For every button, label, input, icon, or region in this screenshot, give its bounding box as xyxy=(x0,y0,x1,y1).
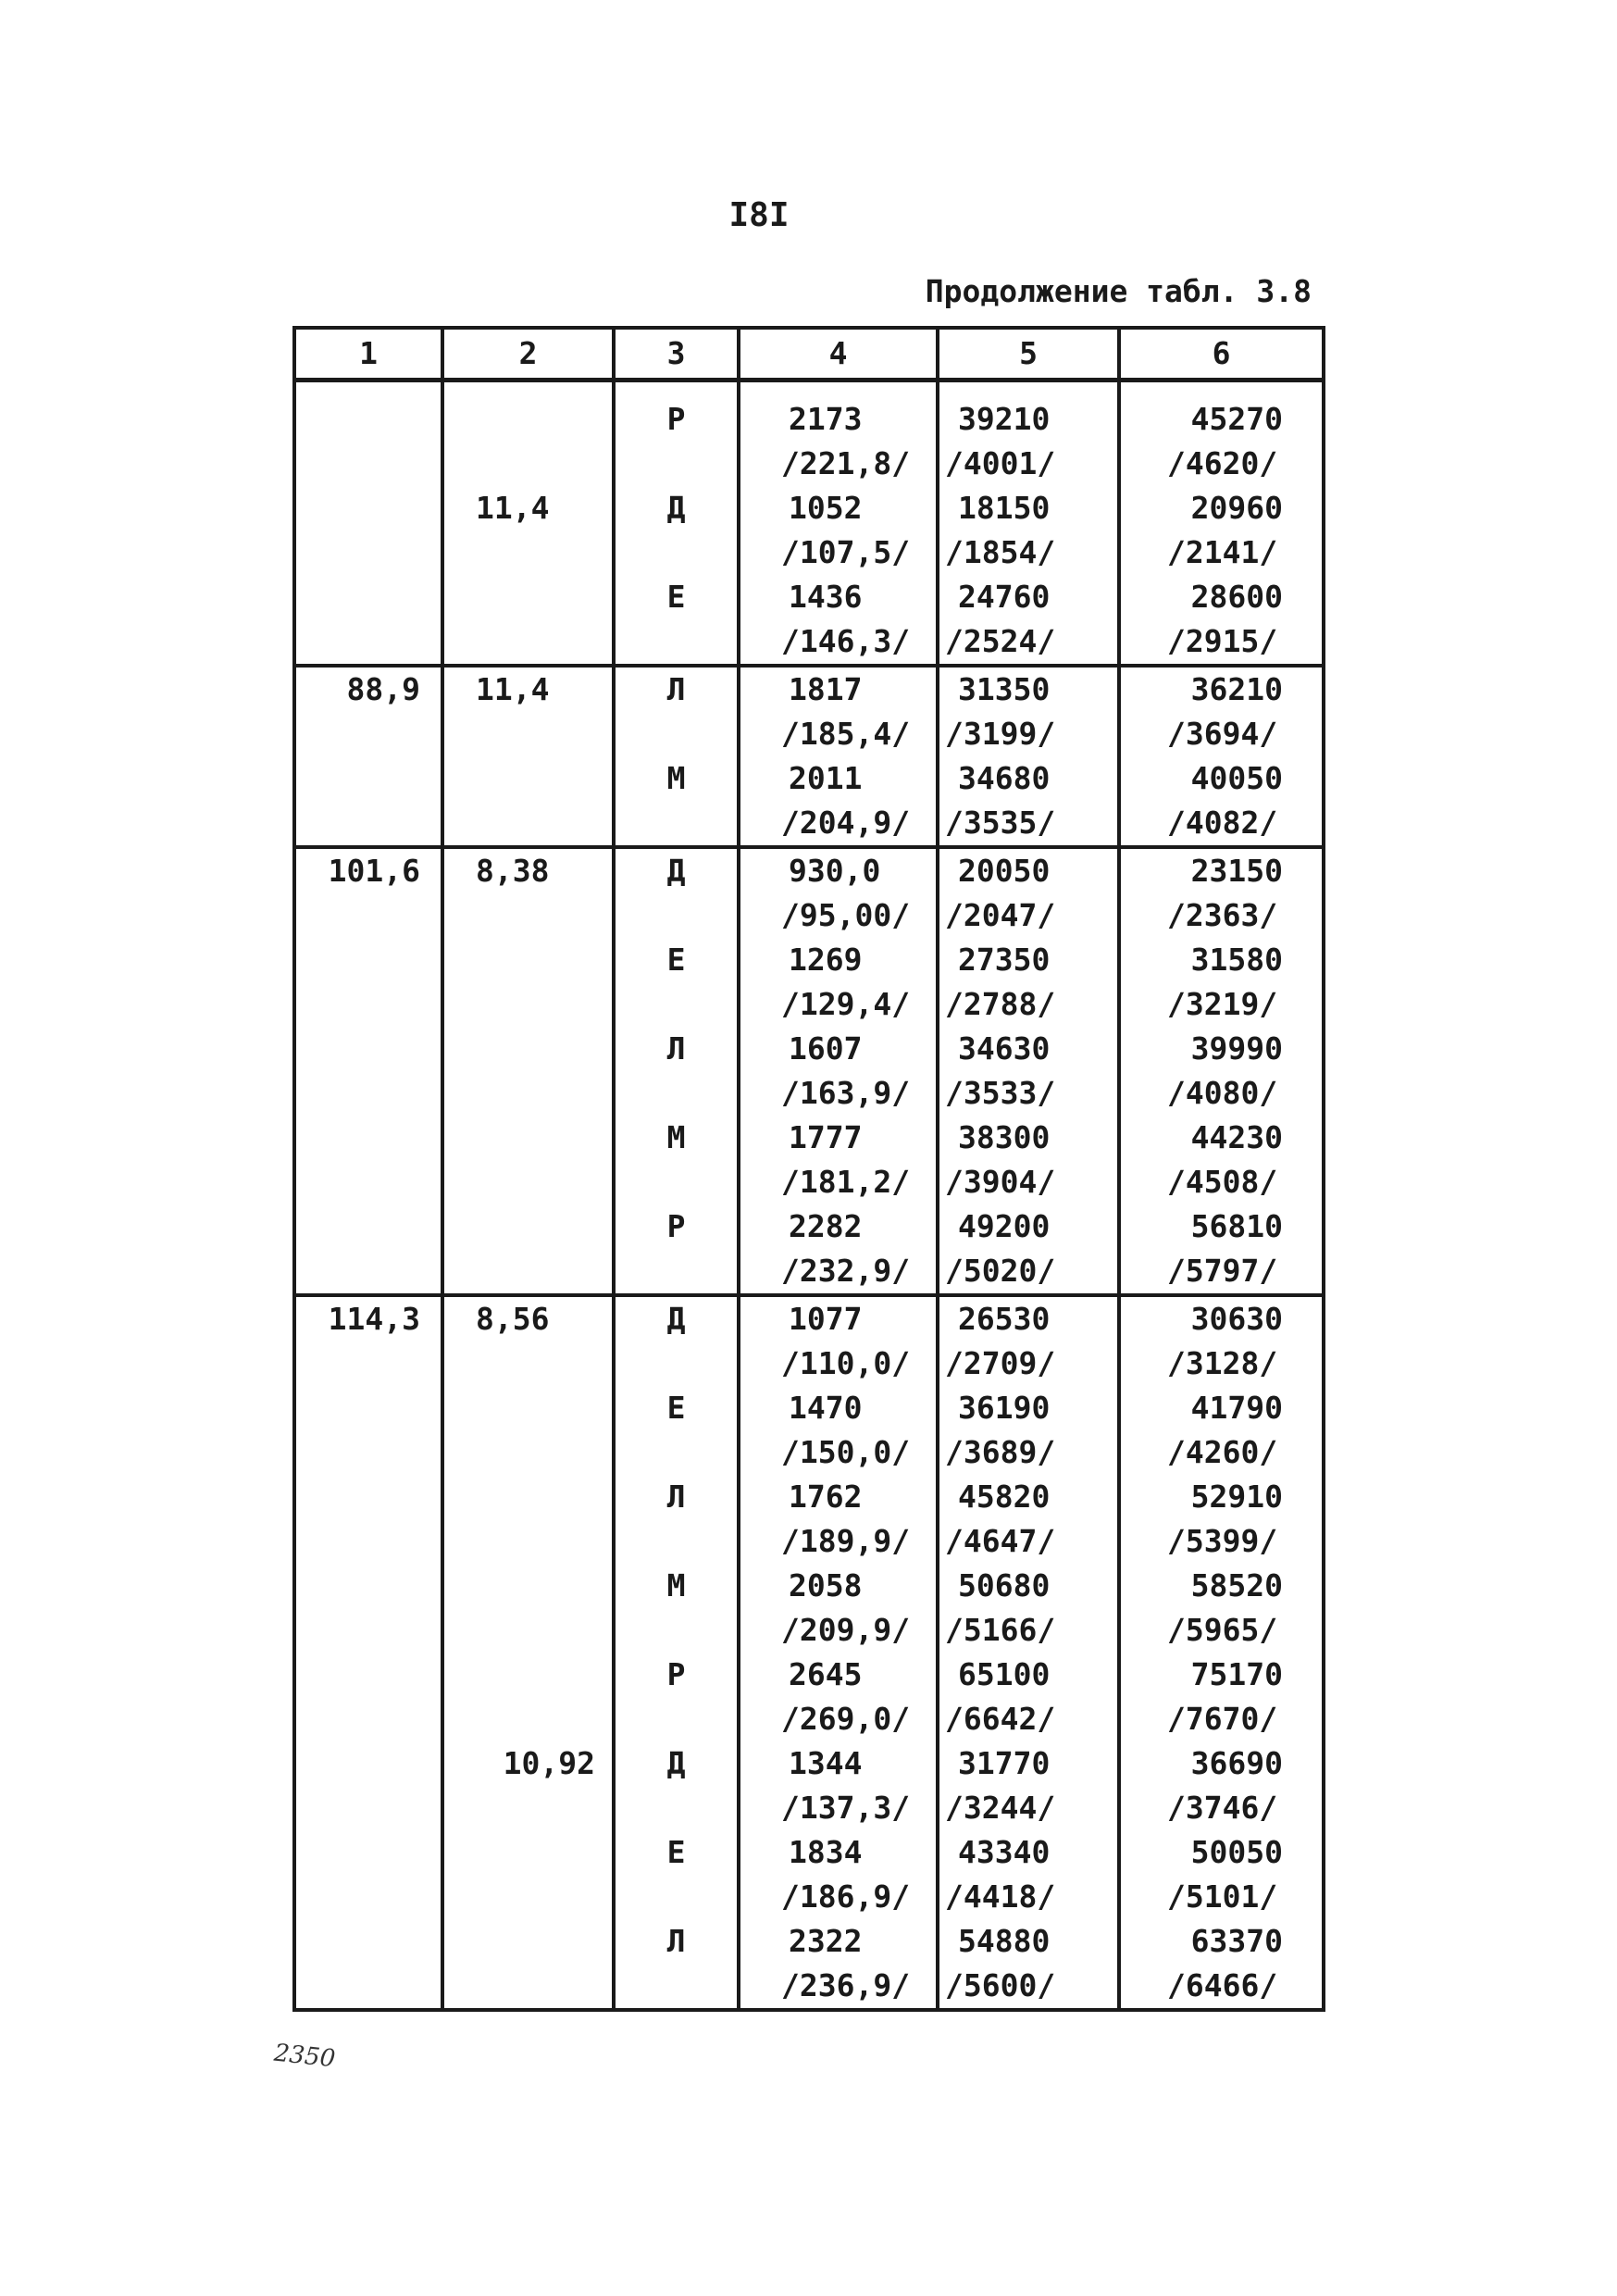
table-cell: /3689/ xyxy=(938,1430,1119,1475)
table-cell: /232,9/ xyxy=(739,1249,938,1295)
table-cell: 36190 xyxy=(938,1386,1119,1430)
table-row xyxy=(294,1295,1324,1341)
table-cell xyxy=(294,1741,442,1786)
table-cell: /2709/ xyxy=(938,1341,1119,1386)
table-cell: 54880 xyxy=(938,1919,1119,1964)
table-cell: 11,4 xyxy=(442,666,614,712)
table-cell xyxy=(442,893,614,938)
table-cell xyxy=(614,1786,739,1830)
table-cell: 49200 xyxy=(938,1204,1119,1249)
table-cell: Д xyxy=(614,847,739,893)
table-cell: М xyxy=(614,1116,739,1160)
table-cell: /3199/ xyxy=(938,712,1119,756)
table-cell: 28600 xyxy=(1119,575,1324,619)
spacer-row xyxy=(294,381,1324,398)
table-cell: /4082/ xyxy=(1119,801,1324,847)
table-cell xyxy=(294,1386,442,1430)
table-cell: М xyxy=(614,1564,739,1608)
table-cell: Р xyxy=(614,1204,739,1249)
table-cell: 1436 xyxy=(739,575,938,619)
table-row xyxy=(294,847,1324,893)
table-row xyxy=(294,1741,1324,1786)
table-cell xyxy=(442,442,614,486)
table-cell: /4647/ xyxy=(938,1519,1119,1564)
table-row xyxy=(294,666,1324,712)
table-cell xyxy=(294,1786,442,1830)
table-cell: /110,0/ xyxy=(739,1341,938,1386)
table-cell: 20960 xyxy=(1119,486,1324,530)
table-cell xyxy=(614,442,739,486)
table-row xyxy=(294,486,1324,530)
table-row xyxy=(294,1964,1324,2010)
table-cell: /186,9/ xyxy=(739,1875,938,1919)
table-cell: /6466/ xyxy=(1119,1964,1324,2010)
table-cell: Д xyxy=(614,486,739,530)
table-cell xyxy=(614,1071,739,1116)
table-cell: 43340 xyxy=(938,1830,1119,1875)
table-cell xyxy=(442,1875,614,1919)
table-cell xyxy=(294,1608,442,1653)
table-cell: Д xyxy=(614,1741,739,1786)
table-cell: 1052 xyxy=(739,486,938,530)
table-cell xyxy=(294,801,442,847)
table-cell: /5797/ xyxy=(1119,1249,1324,1295)
table-cell: 1344 xyxy=(739,1741,938,1786)
table-cell: 8,38 xyxy=(442,847,614,893)
table-cell: /269,0/ xyxy=(739,1697,938,1741)
table-cell xyxy=(294,575,442,619)
table-cell: /5399/ xyxy=(1119,1519,1324,1564)
table-cell xyxy=(614,1160,739,1204)
table-cell xyxy=(442,1027,614,1071)
table-cell: 31350 xyxy=(938,666,1119,712)
table-cell xyxy=(294,1116,442,1160)
table-cell: /181,2/ xyxy=(739,1160,938,1204)
table-cell: 63370 xyxy=(1119,1919,1324,1964)
table-cell: 1817 xyxy=(739,666,938,712)
table-row xyxy=(294,530,1324,575)
table-caption: Продолжение табл. 3.8 xyxy=(925,273,1312,309)
table-cell xyxy=(442,1697,614,1741)
table-cell xyxy=(294,486,442,530)
table-cell xyxy=(294,1697,442,1741)
table-cell: /137,3/ xyxy=(739,1786,938,1830)
table-cell: /2915/ xyxy=(1119,619,1324,666)
column-header: 4 xyxy=(739,328,938,381)
table-cell: /150,0/ xyxy=(739,1430,938,1475)
table-cell: /1854/ xyxy=(938,530,1119,575)
table-cell xyxy=(442,575,614,619)
table-cell: /236,9/ xyxy=(739,1964,938,2010)
table-cell xyxy=(294,1919,442,1964)
table-cell xyxy=(442,1430,614,1475)
table-cell: /95,00/ xyxy=(739,893,938,938)
table-cell: Л xyxy=(614,666,739,712)
table-cell: /2047/ xyxy=(938,893,1119,938)
table-row xyxy=(294,1697,1324,1741)
table-cell: 34630 xyxy=(938,1027,1119,1071)
table-cell xyxy=(442,1071,614,1116)
table-row xyxy=(294,1071,1324,1116)
table-row xyxy=(294,1341,1324,1386)
table-cell xyxy=(294,1875,442,1919)
column-header: 3 xyxy=(614,328,739,381)
table-cell xyxy=(442,619,614,666)
table-cell: 41790 xyxy=(1119,1386,1324,1430)
table-cell: Е xyxy=(614,938,739,982)
table-cell: /129,4/ xyxy=(739,982,938,1027)
table-cell: 36690 xyxy=(1119,1741,1324,1786)
table-row xyxy=(294,712,1324,756)
table-row xyxy=(294,938,1324,982)
table-cell xyxy=(294,1249,442,1295)
table-cell xyxy=(442,982,614,1027)
table-cell xyxy=(442,1386,614,1430)
table-cell: 58520 xyxy=(1119,1564,1324,1608)
table-cell: 1269 xyxy=(739,938,938,982)
table-cell xyxy=(614,1608,739,1653)
table-cell xyxy=(294,756,442,801)
table-cell xyxy=(614,1964,739,2010)
table-cell xyxy=(442,1564,614,1608)
table-cell: 88,9 xyxy=(294,666,442,712)
table-body xyxy=(294,381,1324,2011)
column-header: 5 xyxy=(938,328,1119,381)
table-row xyxy=(294,1386,1324,1430)
table-cell xyxy=(442,1786,614,1830)
table-cell: /189,9/ xyxy=(739,1519,938,1564)
table-row xyxy=(294,801,1324,847)
table-cell: /209,9/ xyxy=(739,1608,938,1653)
table-cell: /3904/ xyxy=(938,1160,1119,1204)
table-cell: Л xyxy=(614,1475,739,1519)
table-cell: 2322 xyxy=(739,1919,938,1964)
table-row xyxy=(294,442,1324,486)
table-cell xyxy=(294,1341,442,1386)
spacer-cell xyxy=(614,381,739,398)
table-cell xyxy=(614,893,739,938)
header-row xyxy=(294,328,1324,381)
table-row xyxy=(294,397,1324,442)
table-cell: 40050 xyxy=(1119,756,1324,801)
table-cell xyxy=(294,1071,442,1116)
table-cell xyxy=(442,1204,614,1249)
table-cell xyxy=(614,530,739,575)
table-cell: 31580 xyxy=(1119,938,1324,982)
table-cell: /4418/ xyxy=(938,1875,1119,1919)
table-row xyxy=(294,1116,1324,1160)
table-cell: /5020/ xyxy=(938,1249,1119,1295)
table-cell: 10,92 xyxy=(442,1741,614,1786)
table-cell: 1762 xyxy=(739,1475,938,1519)
table-cell: 1607 xyxy=(739,1027,938,1071)
table-cell xyxy=(442,1919,614,1964)
table-cell: 52910 xyxy=(1119,1475,1324,1519)
table-cell: 45820 xyxy=(938,1475,1119,1519)
table-cell: 65100 xyxy=(938,1653,1119,1697)
table-cell xyxy=(614,1697,739,1741)
table-cell: /221,8/ xyxy=(739,442,938,486)
table-cell: 2011 xyxy=(739,756,938,801)
table-row xyxy=(294,1564,1324,1608)
table-cell xyxy=(294,530,442,575)
table-cell: 23150 xyxy=(1119,847,1324,893)
table-cell: Р xyxy=(614,1653,739,1697)
table-cell: 114,3 xyxy=(294,1295,442,1341)
table-row xyxy=(294,1430,1324,1475)
table-cell xyxy=(294,1160,442,1204)
table-row xyxy=(294,1608,1324,1653)
table-cell: 27350 xyxy=(938,938,1119,982)
table-cell xyxy=(294,1564,442,1608)
table-cell: 38300 xyxy=(938,1116,1119,1160)
table-cell: /4620/ xyxy=(1119,442,1324,486)
table-row xyxy=(294,893,1324,938)
table-cell xyxy=(614,1875,739,1919)
table-cell: 930,0 xyxy=(739,847,938,893)
page-number: I8I xyxy=(728,196,790,234)
table-row xyxy=(294,1249,1324,1295)
table-cell xyxy=(442,712,614,756)
table-cell: 34680 xyxy=(938,756,1119,801)
table-cell xyxy=(442,938,614,982)
table-cell: /4260/ xyxy=(1119,1430,1324,1475)
table-cell: /5101/ xyxy=(1119,1875,1324,1919)
table-cell: Е xyxy=(614,1830,739,1875)
table-cell xyxy=(614,801,739,847)
table-cell: 1077 xyxy=(739,1295,938,1341)
table-cell xyxy=(442,1160,614,1204)
spacer-cell xyxy=(938,381,1119,398)
handwritten-signature: 2350 xyxy=(272,2039,337,2074)
table-cell xyxy=(614,619,739,666)
table-cell: 2173 xyxy=(739,397,938,442)
table-cell xyxy=(442,530,614,575)
table-cell: /7670/ xyxy=(1119,1697,1324,1741)
table-cell: 36210 xyxy=(1119,666,1324,712)
table-row xyxy=(294,1653,1324,1697)
table-cell xyxy=(294,1830,442,1875)
table-cell xyxy=(294,1430,442,1475)
table-cell: /3219/ xyxy=(1119,982,1324,1027)
table-row xyxy=(294,1919,1324,1964)
table-cell xyxy=(442,1249,614,1295)
table-cell: /3535/ xyxy=(938,801,1119,847)
spacer-cell xyxy=(1119,381,1324,398)
table-cell xyxy=(442,1830,614,1875)
table-cell: /146,3/ xyxy=(739,619,938,666)
table-cell: Е xyxy=(614,1386,739,1430)
table-cell xyxy=(442,1475,614,1519)
spacer-cell xyxy=(294,381,442,398)
table-cell: 8,56 xyxy=(442,1295,614,1341)
table-cell xyxy=(294,982,442,1027)
table-cell: 39210 xyxy=(938,397,1119,442)
table-row xyxy=(294,982,1324,1027)
table-cell: Р xyxy=(614,397,739,442)
table-cell xyxy=(442,801,614,847)
table-cell: /2788/ xyxy=(938,982,1119,1027)
table-cell: Д xyxy=(614,1295,739,1341)
table-cell: 26530 xyxy=(938,1295,1119,1341)
table-cell xyxy=(294,619,442,666)
table-cell xyxy=(294,712,442,756)
table-cell: 56810 xyxy=(1119,1204,1324,1249)
data-table xyxy=(292,326,1325,2012)
table-cell: 31770 xyxy=(938,1741,1119,1786)
table-cell: /107,5/ xyxy=(739,530,938,575)
table-cell: /163,9/ xyxy=(739,1071,938,1116)
table-cell: М xyxy=(614,756,739,801)
table-cell: Л xyxy=(614,1919,739,1964)
table-cell xyxy=(442,756,614,801)
table-cell xyxy=(614,712,739,756)
table-cell xyxy=(442,1116,614,1160)
table-cell: 39990 xyxy=(1119,1027,1324,1071)
table-cell: 44230 xyxy=(1119,1116,1324,1160)
table-cell: Л xyxy=(614,1027,739,1071)
table-cell xyxy=(294,442,442,486)
column-header: 6 xyxy=(1119,328,1324,381)
table-row xyxy=(294,1875,1324,1919)
table-cell: /4080/ xyxy=(1119,1071,1324,1116)
table-cell: 2058 xyxy=(739,1564,938,1608)
table-cell xyxy=(294,893,442,938)
table-cell: /2363/ xyxy=(1119,893,1324,938)
table-cell xyxy=(614,1430,739,1475)
table-cell xyxy=(294,1027,442,1071)
table-cell: /204,9/ xyxy=(739,801,938,847)
table-cell: /3128/ xyxy=(1119,1341,1324,1386)
table-row xyxy=(294,1786,1324,1830)
table-cell: 75170 xyxy=(1119,1653,1324,1697)
table-cell: /3533/ xyxy=(938,1071,1119,1116)
table-row xyxy=(294,1475,1324,1519)
table-row xyxy=(294,1830,1324,1875)
table-cell: /6642/ xyxy=(938,1697,1119,1741)
table-cell: /185,4/ xyxy=(739,712,938,756)
spacer-cell xyxy=(442,381,614,398)
table-cell xyxy=(294,1204,442,1249)
table-cell xyxy=(294,1519,442,1564)
table-cell: 18150 xyxy=(938,486,1119,530)
table-cell: 50680 xyxy=(938,1564,1119,1608)
table-cell xyxy=(614,1519,739,1564)
table-cell: /3694/ xyxy=(1119,712,1324,756)
table-cell: /4508/ xyxy=(1119,1160,1324,1204)
table-cell: 11,4 xyxy=(442,486,614,530)
table-row xyxy=(294,1519,1324,1564)
table-cell xyxy=(294,1653,442,1697)
table-cell xyxy=(442,1653,614,1697)
table-cell: /4001/ xyxy=(938,442,1119,486)
spacer-cell xyxy=(739,381,938,398)
column-header: 2 xyxy=(442,328,614,381)
table-cell: /5965/ xyxy=(1119,1608,1324,1653)
table-cell xyxy=(442,1519,614,1564)
table-cell: Е xyxy=(614,575,739,619)
table-cell: 101,6 xyxy=(294,847,442,893)
table-cell xyxy=(614,1341,739,1386)
table-cell xyxy=(614,1249,739,1295)
table-cell: /2141/ xyxy=(1119,530,1324,575)
table-cell: 1470 xyxy=(739,1386,938,1430)
table-cell: 1834 xyxy=(739,1830,938,1875)
table-cell xyxy=(294,938,442,982)
table-cell xyxy=(614,982,739,1027)
table-cell xyxy=(294,1475,442,1519)
table-row xyxy=(294,1204,1324,1249)
table-cell xyxy=(294,397,442,442)
table-cell xyxy=(442,1964,614,2010)
table-row xyxy=(294,1027,1324,1071)
table-row xyxy=(294,575,1324,619)
table-cell: 24760 xyxy=(938,575,1119,619)
table-row xyxy=(294,1160,1324,1204)
table-cell: 2282 xyxy=(739,1204,938,1249)
table-cell xyxy=(442,397,614,442)
table-cell xyxy=(442,1341,614,1386)
table-row xyxy=(294,619,1324,666)
table-row xyxy=(294,756,1324,801)
table-cell: 20050 xyxy=(938,847,1119,893)
table-cell: 1777 xyxy=(739,1116,938,1160)
table-cell: 30630 xyxy=(1119,1295,1324,1341)
table-cell: 45270 xyxy=(1119,397,1324,442)
table-cell: /5166/ xyxy=(938,1608,1119,1653)
column-header: 1 xyxy=(294,328,442,381)
table-cell: 2645 xyxy=(739,1653,938,1697)
table-cell: /3746/ xyxy=(1119,1786,1324,1830)
table-cell: /3244/ xyxy=(938,1786,1119,1830)
table-cell: 50050 xyxy=(1119,1830,1324,1875)
table-cell: /5600/ xyxy=(938,1964,1119,2010)
table-cell xyxy=(442,1608,614,1653)
table-cell xyxy=(294,1964,442,2010)
table-cell: /2524/ xyxy=(938,619,1119,666)
